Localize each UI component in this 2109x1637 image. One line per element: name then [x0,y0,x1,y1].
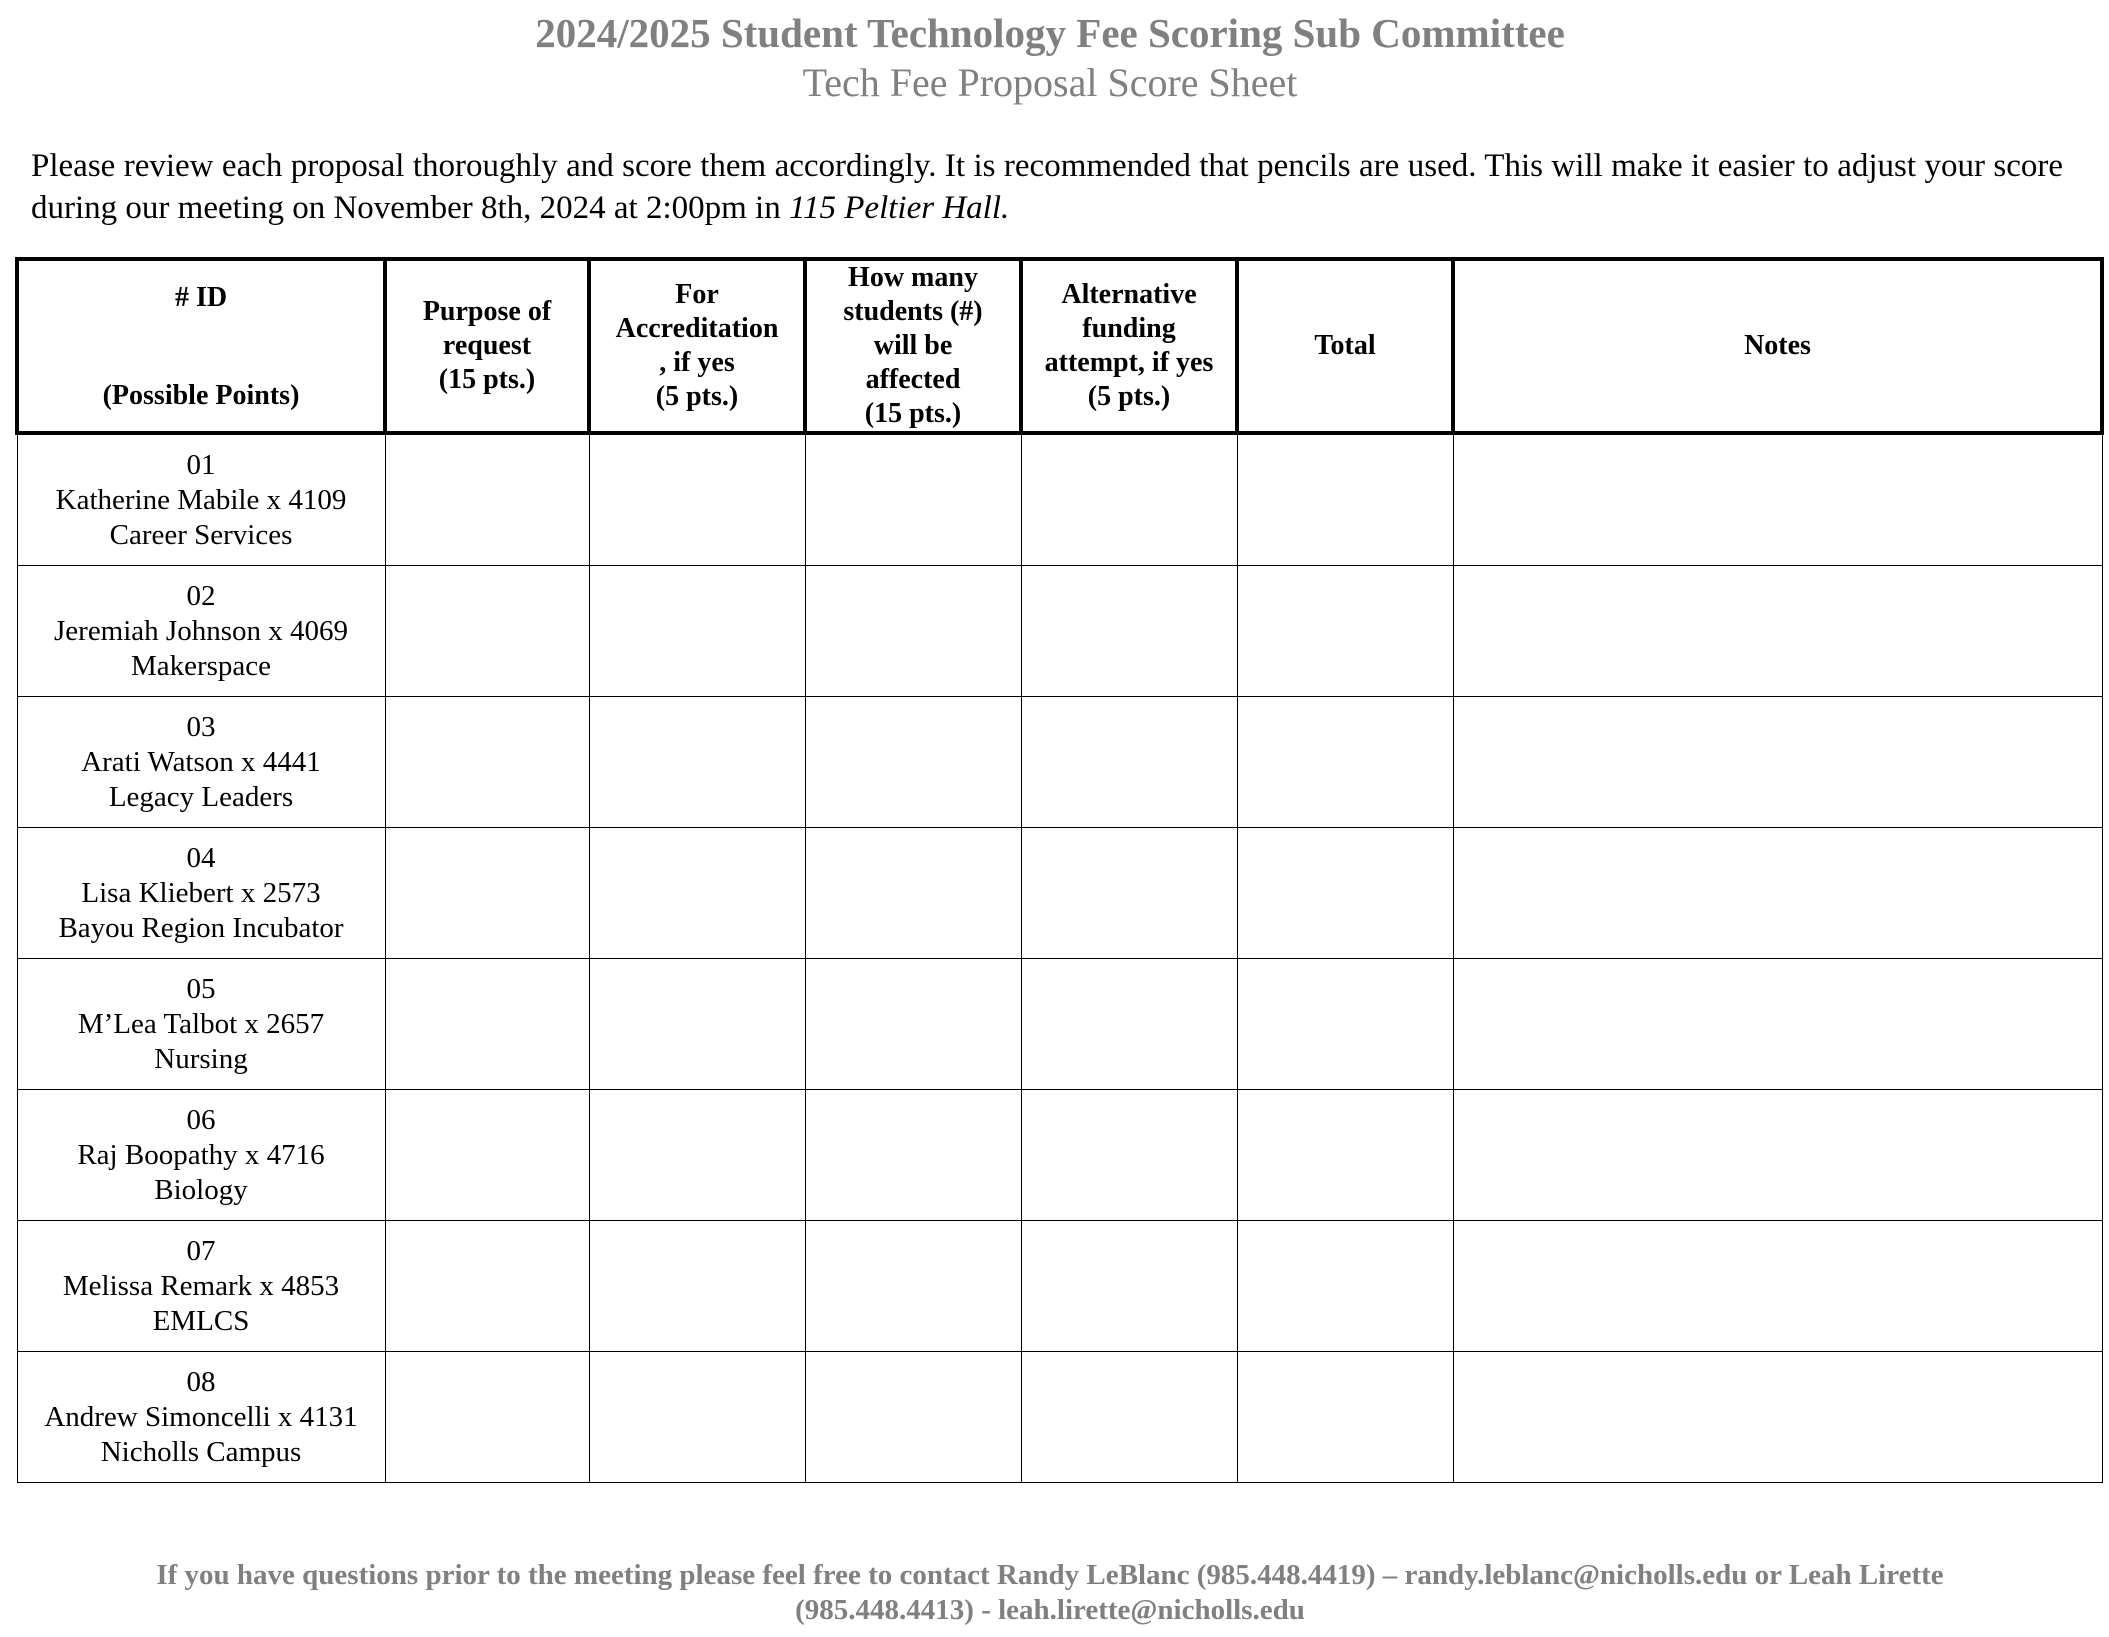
total-score-cell[interactable] [1237,1221,1453,1352]
accreditation-score-cell[interactable] [589,1090,805,1221]
alternative-score-cell[interactable] [1021,1090,1237,1221]
footer-line-1: If you have questions prior to the meeting please feel free to contact Randy LeBlanc (985.448.4419) – randy.leblanc@nicholls.edu or Leah Lirette [156,1559,1944,1591]
proposal-department: EMLCS [152,1304,250,1337]
proposal-contact: Raj Boopathy x 4716 [77,1138,325,1171]
notes-cell[interactable] [1453,1221,2102,1352]
proposal-id-cell [17,433,385,566]
proposal-contact: Andrew Simoncelli x 4131 [44,1400,358,1433]
purpose-score-cell[interactable] [385,697,589,828]
students-score-cell[interactable] [805,959,1021,1090]
proposal-number: 01 [186,448,216,481]
accreditation-score-cell[interactable] [589,433,805,566]
header-possible-points: (Possible Points) [102,380,300,411]
proposal-department: Legacy Leaders [108,780,294,813]
total-score-cell[interactable] [1237,1352,1453,1483]
accreditation-score-cell[interactable] [589,1352,805,1483]
proposal-id-cell [17,828,385,959]
proposal-department: Career Services [109,518,293,551]
header-accreditation: For Accreditation , if yes (5 pts.) [589,259,805,433]
contact-footer [0,1558,2100,1628]
notes-cell[interactable] [1453,566,2102,697]
table-row [17,959,2102,1090]
proposal-department: Bayou Region Incubator [58,911,344,944]
students-score-cell[interactable] [805,566,1021,697]
students-score-cell[interactable] [805,697,1021,828]
students-score-cell[interactable] [805,828,1021,959]
proposal-id-cell [17,1352,385,1483]
alternative-score-cell[interactable] [1021,566,1237,697]
header-row [17,259,2102,433]
notes-cell[interactable] [1453,1352,2102,1483]
table-row [17,566,2102,697]
proposal-contact: Arati Watson x 4441 [81,745,321,778]
instructions-paragraph [31,145,2063,229]
instructions-text: Please review each proposal thoroughly and score them accordingly. It is recommended that pencils are used. This will make it easier to adjust your score during our meeting on November 8th, 2024 at 2:00pm in [31,148,2063,226]
alternative-score-cell[interactable] [1021,1352,1237,1483]
students-score-cell[interactable] [805,1090,1021,1221]
proposal-contact: Katherine Mabile x 4109 [55,483,347,516]
notes-cell[interactable] [1453,433,2102,566]
notes-cell[interactable] [1453,1090,2102,1221]
proposal-number: 02 [186,579,216,612]
total-score-cell[interactable] [1237,1090,1453,1221]
proposal-number: 08 [186,1365,216,1398]
proposal-department: Nursing [154,1042,248,1075]
proposal-contact: M’Lea Talbot x 2657 [77,1007,325,1040]
header-id [17,259,385,433]
table-row [17,1090,2102,1221]
proposal-contact: Lisa Kliebert x 2573 [81,876,321,909]
proposal-number: 07 [186,1234,216,1267]
accreditation-score-cell[interactable] [589,959,805,1090]
proposal-id-cell [17,1221,385,1352]
total-score-cell[interactable] [1237,697,1453,828]
total-score-cell[interactable] [1237,959,1453,1090]
proposal-number: 05 [186,972,216,1005]
purpose-score-cell[interactable] [385,566,589,697]
alternative-score-cell[interactable] [1021,959,1237,1090]
accreditation-score-cell[interactable] [589,1221,805,1352]
alternative-score-cell[interactable] [1021,1221,1237,1352]
total-score-cell[interactable] [1237,828,1453,959]
meeting-location: 115 Peltier Hall. [788,190,1010,226]
table-row [17,828,2102,959]
header-notes: Notes [1453,259,2102,433]
purpose-score-cell[interactable] [385,828,589,959]
proposal-contact: Melissa Remark x 4853 [62,1269,340,1302]
alternative-score-cell[interactable] [1021,697,1237,828]
header-purpose: Purpose of request (15 pts.) [385,259,589,433]
header-alternative-funding: Alternative funding attempt, if yes (5 pts.) [1021,259,1237,433]
table-row [17,1221,2102,1352]
proposal-department: Nicholls Campus [100,1435,302,1468]
accreditation-score-cell[interactable] [589,566,805,697]
proposal-department: Makerspace [130,649,272,682]
proposal-id-cell [17,566,385,697]
header-students-affected: How many students (#) will be affected (15 pts.) [805,259,1021,433]
table-row [17,433,2102,566]
purpose-score-cell[interactable] [385,1090,589,1221]
proposal-id-cell [17,959,385,1090]
footer-line-2: (985.448.4413) - leah.lirette@nicholls.edu [795,1594,1305,1626]
accreditation-score-cell[interactable] [589,697,805,828]
purpose-score-cell[interactable] [385,959,589,1090]
purpose-score-cell[interactable] [385,1221,589,1352]
accreditation-score-cell[interactable] [589,828,805,959]
proposal-id-cell [17,697,385,828]
proposal-number: 04 [186,841,216,874]
proposal-number: 03 [186,710,216,743]
total-score-cell[interactable] [1237,433,1453,566]
alternative-score-cell[interactable] [1021,433,1237,566]
alternative-score-cell[interactable] [1021,828,1237,959]
page-title: 2024/2025 Student Technology Fee Scoring Sub Committee [535,10,1565,56]
students-score-cell[interactable] [805,1352,1021,1483]
students-score-cell[interactable] [805,433,1021,566]
proposal-number: 06 [186,1103,216,1136]
students-score-cell[interactable] [805,1221,1021,1352]
notes-cell[interactable] [1453,828,2102,959]
notes-cell[interactable] [1453,697,2102,828]
proposal-department: Biology [154,1173,248,1206]
header-id-label: # ID [174,282,228,313]
score-table [15,257,2104,1483]
proposal-id-cell [17,1090,385,1221]
header-total: Total [1237,259,1453,433]
total-score-cell[interactable] [1237,566,1453,697]
proposal-contact: Jeremiah Johnson x 4069 [54,614,348,647]
page-subtitle: Tech Fee Proposal Score Sheet [802,60,1298,105]
table-row [17,1352,2102,1483]
table-row [17,697,2102,828]
notes-cell[interactable] [1453,959,2102,1090]
purpose-score-cell[interactable] [385,433,589,566]
purpose-score-cell[interactable] [385,1352,589,1483]
